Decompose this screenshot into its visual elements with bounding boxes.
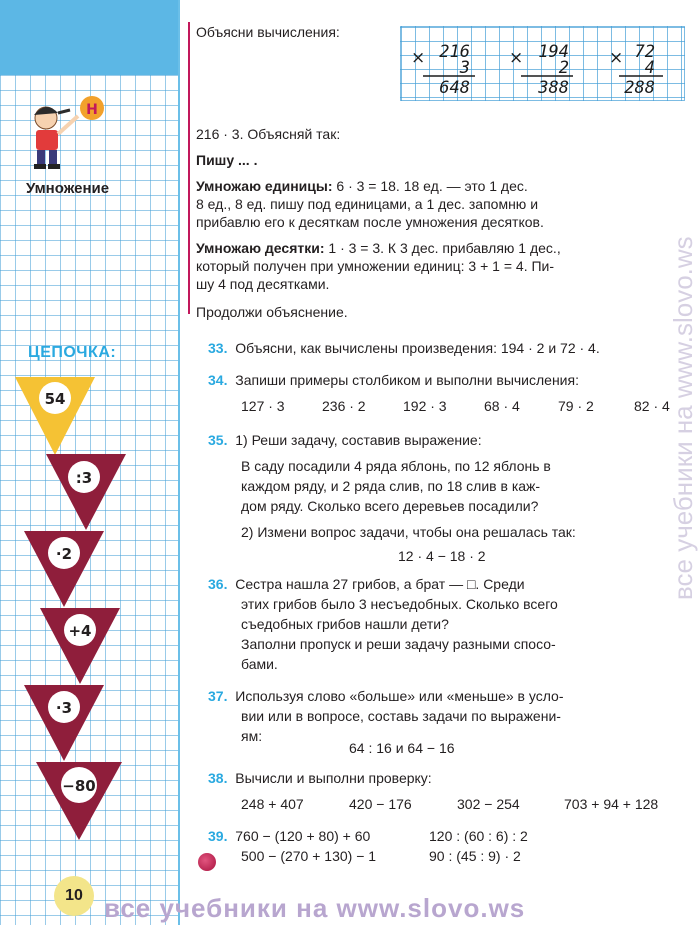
- section-title: Умножение: [26, 180, 110, 197]
- explain-continue: Продолжи объяснение.: [196, 304, 348, 320]
- number-chain: [0, 0, 185, 925]
- task-35-line: В саду посадили 4 ряда яблонь, по 12 яблонь в: [241, 458, 551, 474]
- task-35-line: 2) Измени вопрос задачи, чтобы она решалась так:: [241, 524, 576, 540]
- watermark-bottom: все учебники на www.slovo.ws: [104, 893, 526, 923]
- example: 90 : (45 : 9) · 2: [429, 848, 521, 864]
- task-number: 36.: [208, 576, 228, 592]
- difficulty-marker-icon: [198, 853, 216, 871]
- explain-intro: 216 · 3. Объясняй так:: [196, 126, 341, 142]
- chain-step: :3: [75, 469, 93, 487]
- column-multiplication-grid: [400, 26, 685, 101]
- task-37-line: ям:: [241, 728, 263, 744]
- task-number: 38.: [208, 770, 228, 786]
- task-36-line: бами.: [241, 656, 278, 672]
- chain-step: +4: [68, 622, 92, 640]
- task-38: [208, 770, 432, 786]
- task-34: [208, 372, 579, 388]
- explain-write: Пишу ... .: [196, 152, 258, 168]
- task-37-expression: 64 : 16 и 64 − 16: [349, 740, 455, 756]
- task-text: Сестра нашла 27 грибов, а брат — □. Среди: [235, 576, 525, 592]
- example: 703 + 94 + 128: [564, 796, 659, 812]
- calc-result: 648: [439, 78, 470, 98]
- task-number: 39.: [208, 828, 228, 844]
- explain-units-line-2: 8 ед., 8 ед. пишу под единицами, а 1 дес. запомню и: [196, 196, 539, 212]
- example: 68 · 4: [484, 398, 520, 414]
- example: 248 + 407: [241, 796, 304, 812]
- task-35-line: каждом ряду, и 2 ряда слив, по 18 слив в каж-: [241, 478, 541, 494]
- example: 127 · 3: [241, 398, 285, 414]
- calc-multiplicand: 216: [439, 42, 470, 62]
- task-37: [208, 688, 563, 704]
- task-number: 35.: [208, 432, 228, 448]
- chain-title: ЦЕПОЧКА:: [28, 344, 117, 361]
- task-text: Запиши примеры столбиком и выполни вычисления:: [235, 372, 579, 388]
- margin-rule: [188, 22, 190, 314]
- task-number: 34.: [208, 372, 228, 388]
- task-text: 760 − (120 + 80) + 60: [235, 828, 371, 844]
- multiply-sign: ×: [411, 48, 426, 68]
- sidebar: [0, 0, 185, 925]
- task-37-line: вии или в вопросе, составь задачи по выражени-: [241, 708, 561, 724]
- example: 420 − 176: [349, 796, 412, 812]
- task-35-line: дом ряду. Сколько всего деревьев посадили?: [241, 498, 539, 514]
- calc-multiplicand: 72: [634, 42, 655, 62]
- calc-multiplier: 2: [558, 58, 569, 78]
- task-number: 37.: [208, 688, 228, 704]
- example: 79 · 2: [558, 398, 594, 414]
- example: 82 · 4: [634, 398, 670, 414]
- explain-heading: Объясни вычисления:: [196, 24, 340, 40]
- example: 500 − (270 + 130) − 1: [241, 848, 377, 864]
- task-36: [208, 576, 525, 592]
- explain-units-line-3: прибавлю его к десяткам после умножения десятков.: [196, 214, 544, 230]
- explain-tens-line-1: Умножаю десятки: 1 · 3 = 3. К 3 дес. прибавляю 1 дес.,: [196, 240, 561, 256]
- chain-step: ·2: [55, 545, 73, 563]
- example: 120 : (60 : 6) : 2: [429, 828, 528, 844]
- calc-multiplicand: 194: [538, 42, 569, 62]
- calc-result: 388: [538, 78, 569, 98]
- explain-tens-line-3: шу 4 под десятками.: [196, 276, 330, 292]
- multiply-sign: ×: [509, 48, 524, 68]
- task-39: [208, 828, 370, 844]
- example: 236 · 2: [322, 398, 366, 414]
- calc-multiplier: 3: [459, 58, 470, 78]
- sidebar-divider: [178, 0, 187, 925]
- chain-step: −80: [62, 777, 96, 795]
- task-text: Вычисли и выполни проверку:: [235, 770, 432, 786]
- task-35-expression: 12 · 4 − 18 · 2: [398, 548, 486, 564]
- calc-result: 288: [624, 78, 655, 98]
- explain-units-line-1: Умножаю единицы: 6 · 3 = 18. 18 ед. — это 1 дес.: [196, 178, 528, 194]
- task-35: [208, 432, 482, 448]
- task-text: Используя слово «больше» или «меньше» в усло-: [235, 688, 564, 704]
- task-36-line: этих грибов было 3 несъедобных. Сколько всего: [241, 596, 558, 612]
- chain-step: 54: [44, 390, 66, 408]
- task-text: 1) Реши задачу, составив выражение:: [235, 432, 482, 448]
- task-36-line: Заполни пропуск и реши задачу разными спосо-: [241, 636, 556, 652]
- example: 302 − 254: [457, 796, 520, 812]
- multiply-sign: ×: [609, 48, 624, 68]
- watermark-side: все учебники на www.slovo.ws: [668, 236, 698, 600]
- explain-tens-line-2: который получен при умножении единиц: 3 + 1 = 4. Пи-: [196, 258, 555, 274]
- task-33: [208, 340, 600, 356]
- page-number: 10: [54, 876, 94, 916]
- example: 192 · 3: [403, 398, 447, 414]
- calc-multiplier: 4: [644, 58, 655, 78]
- task-36-line: съедобных грибов нашли дети?: [241, 616, 449, 632]
- chain-step: ·3: [55, 699, 73, 717]
- task-number: 33.: [208, 340, 228, 356]
- mascot-badge: Н: [86, 102, 98, 118]
- task-text: Объясни, как вычислены произведения: 194 · 2 и 72 · 4.: [235, 340, 600, 356]
